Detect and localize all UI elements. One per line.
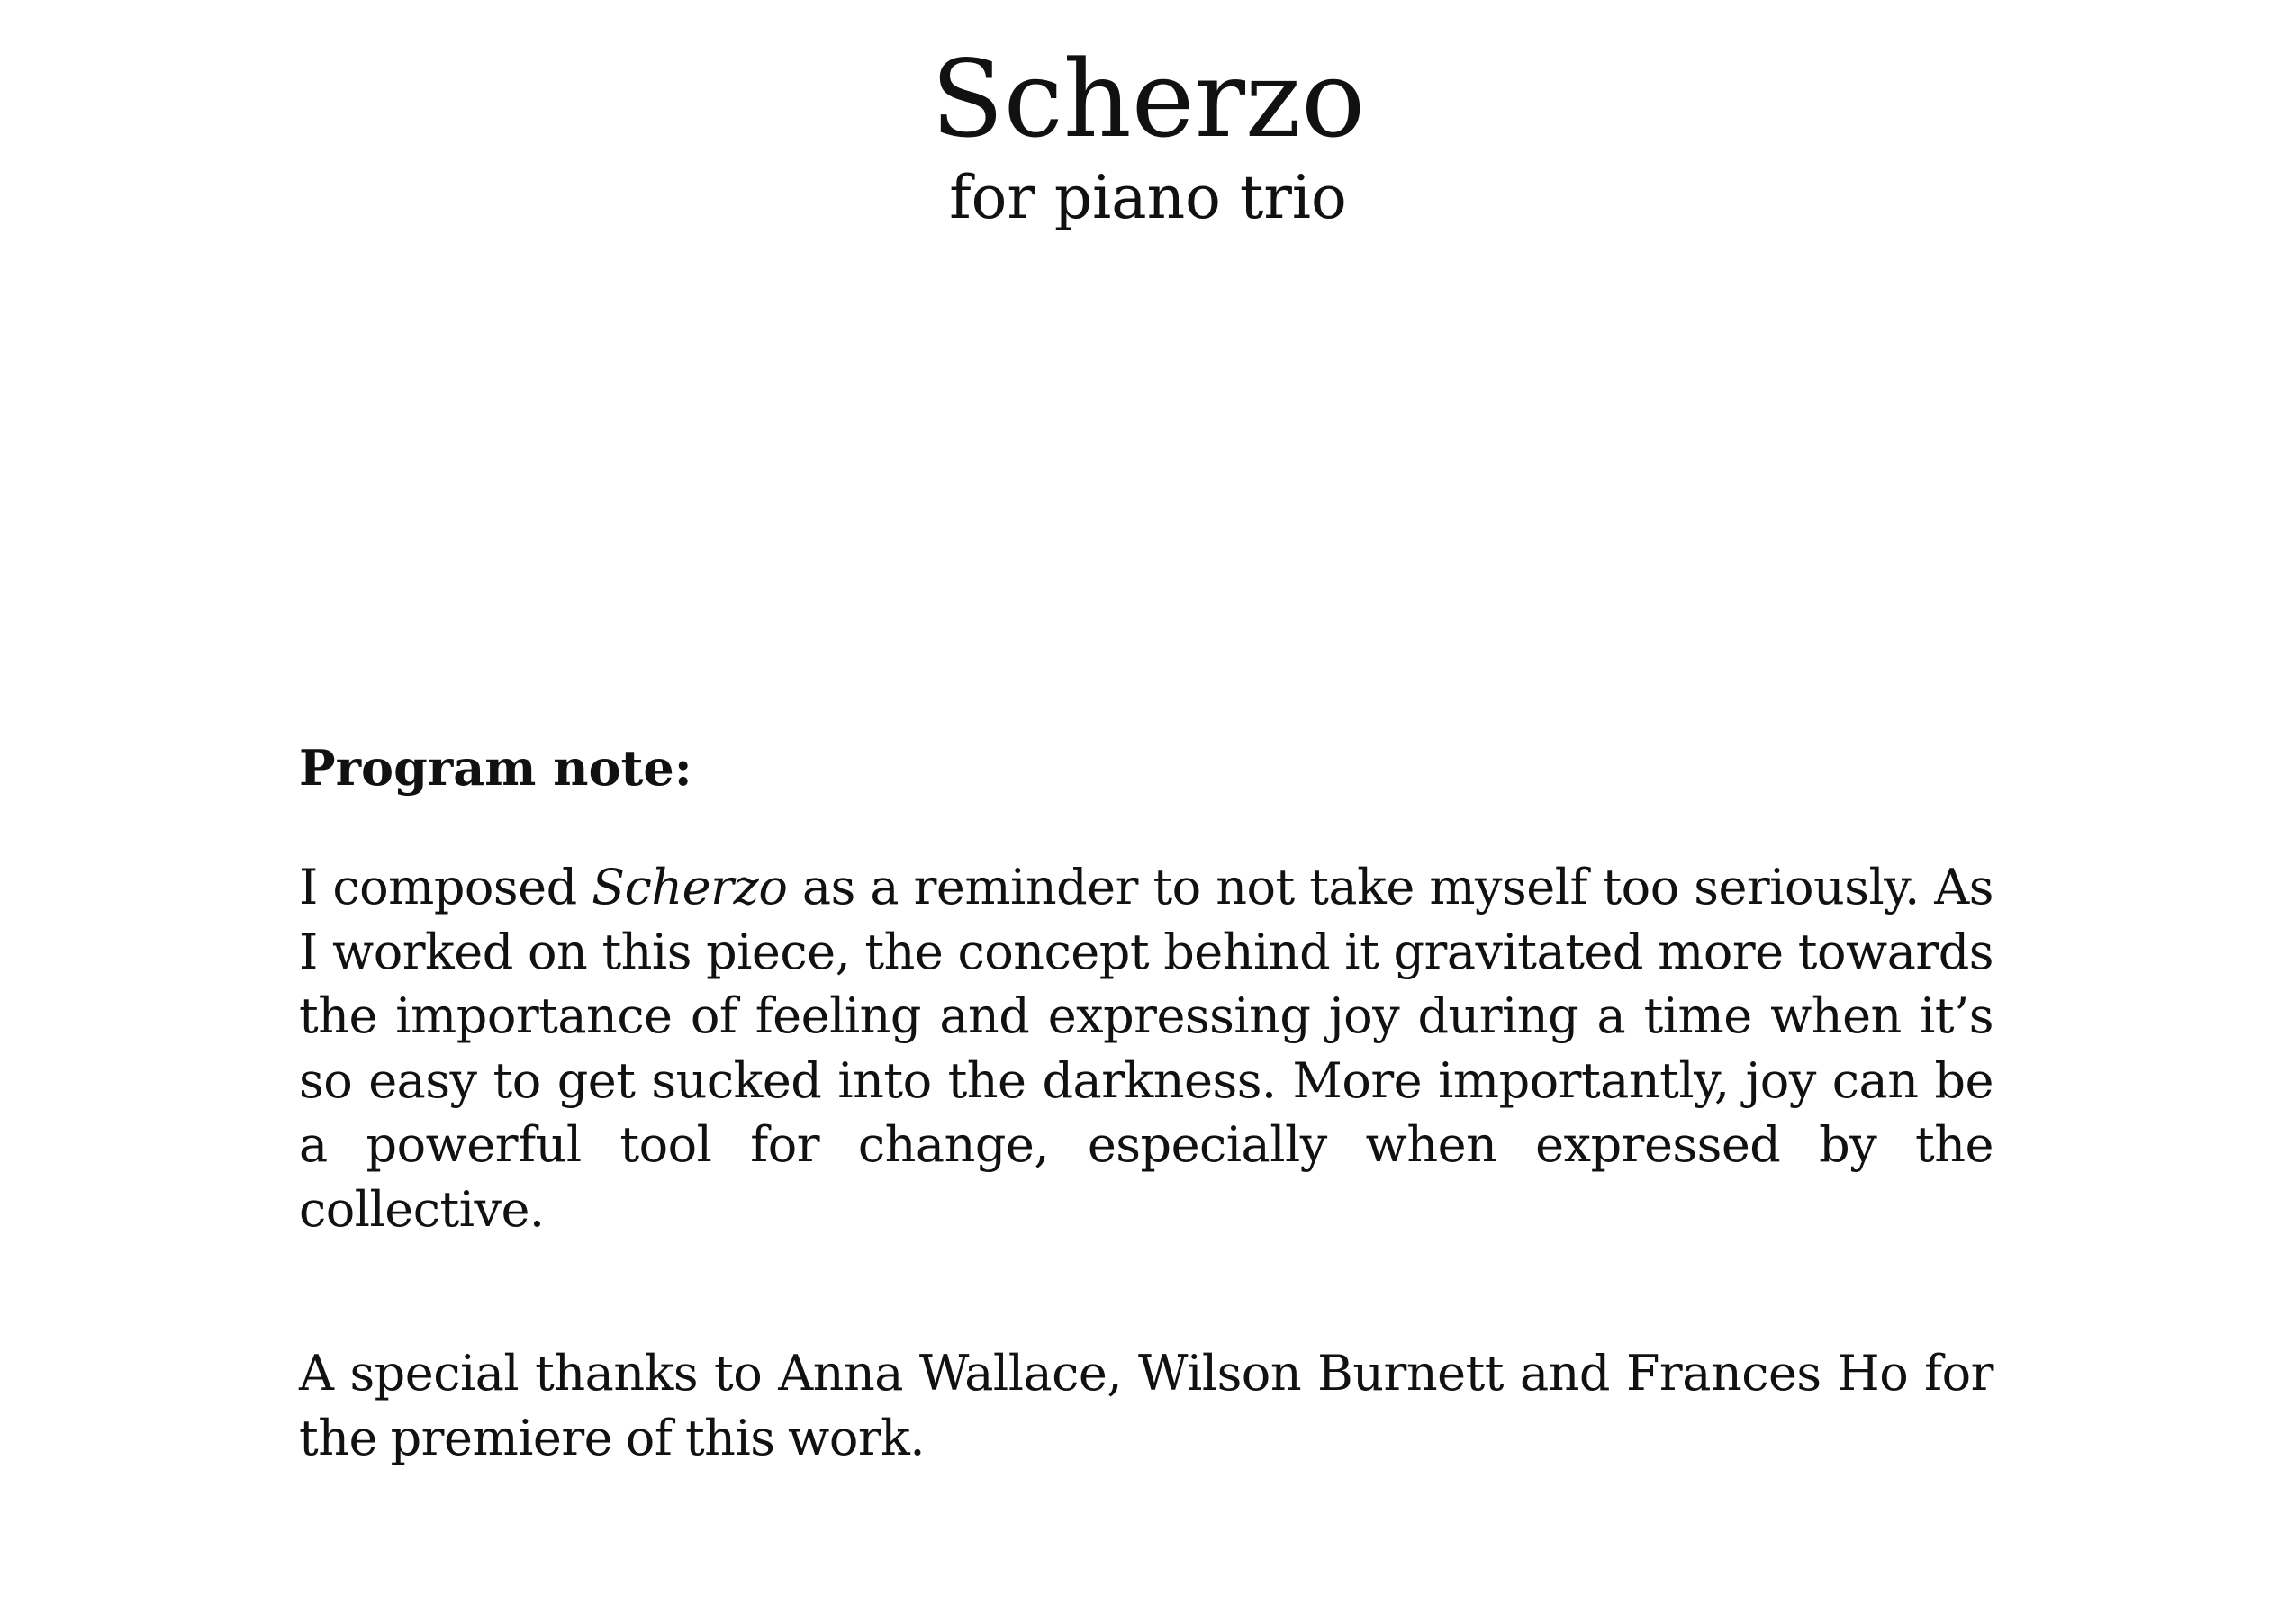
program-note-text-start: I composed bbox=[299, 859, 592, 915]
piece-title: Scherzo bbox=[930, 37, 1366, 161]
program-note-paragraph bbox=[299, 855, 1993, 1241]
instrumentation-subtitle: for piano trio bbox=[949, 163, 1347, 232]
program-note-text-rest: as a reminder to not take myself too seriously. As I worked on this piece, the concept behind it gravitated more towards the importance of feeling and expressing joy during a time when it’s so easy to get sucked into the darkness. More importantly, joy can be a powerful tool for change, especially when expressed by the collective. bbox=[299, 859, 1993, 1238]
program-note-italic-title: Scherzo bbox=[592, 859, 788, 915]
acknowledgement-paragraph: A special thanks to Anna Wallace, Wilson Burnett and Frances Ho for the premiere of this work. bbox=[299, 1345, 1993, 1466]
program-note-heading: Program note: bbox=[299, 739, 692, 797]
